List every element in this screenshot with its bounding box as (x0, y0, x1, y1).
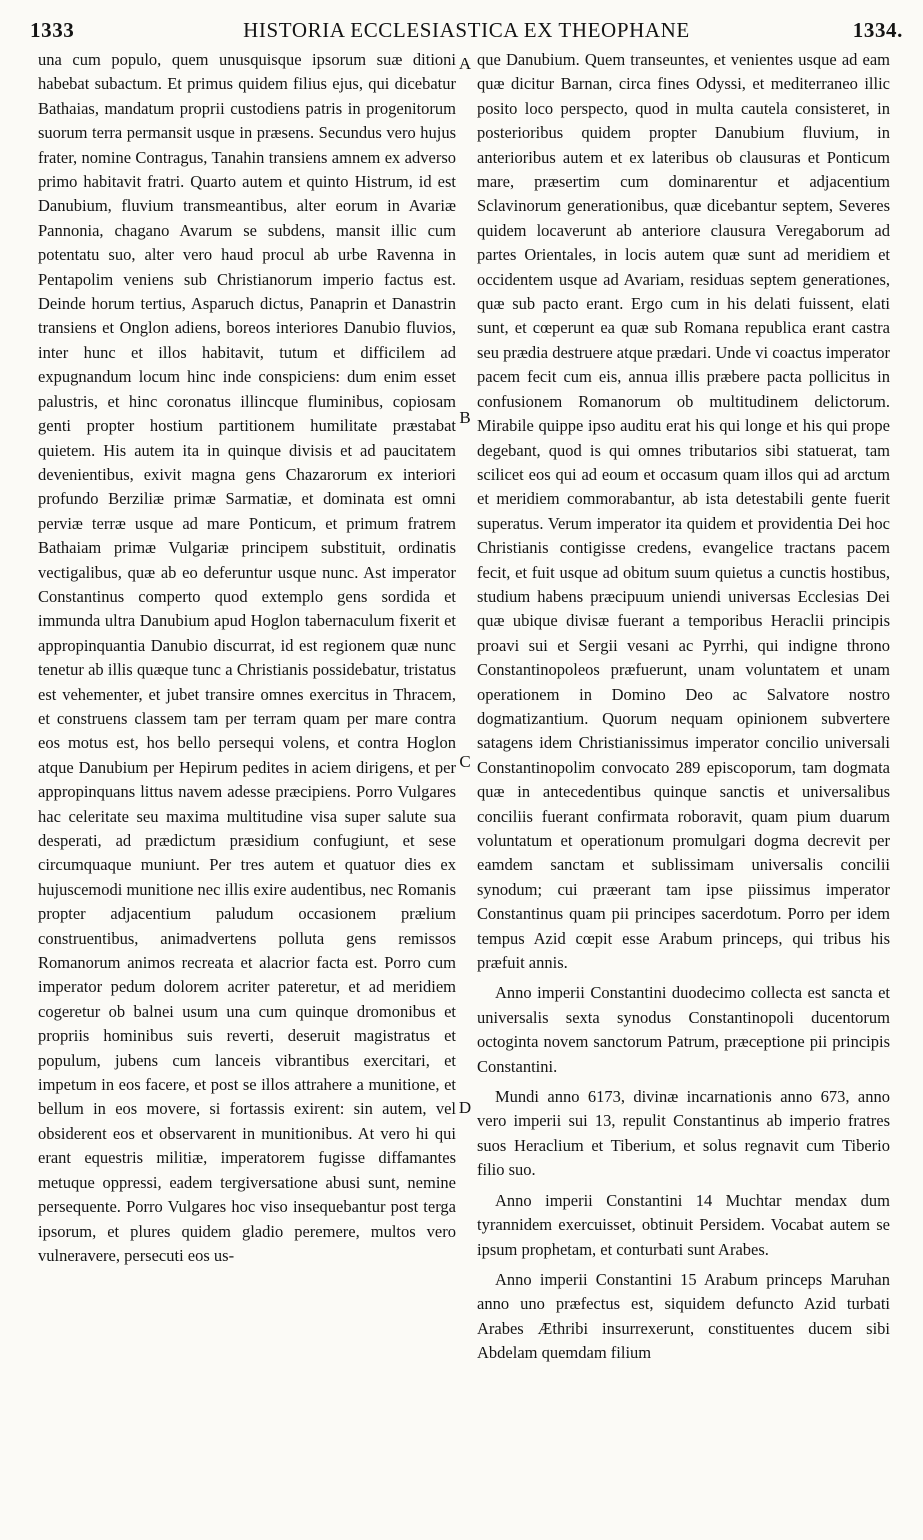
left-paragraph-1: una cum populo, quem unusquisque ipsorum suæ ditioni habebat subactum. Et primus quidem filius ejus, qui dicebatur Bathaias, mandatum proprii custodiens patris in progenitorum suorum terra permansit usque in præsens. Secundus vero hujus frater, nomine Contragus, Tanahin transiens amnem ex adverso primo habitavit fratri. Quarto autem et quinto Histrum, id est Danubium, fluvium transmeantibus, alter eorum in Avariæ Pannonia, chagano Avarum se subdens, mansit illic cum potentatu suo, alter vero haud procul ab urbe Ravenna in Pentapolim veniens sub Christianorum imperio factus est. Deinde horum tertius, Asparuch dictus, Panaprin et Danastrin transiens et Onglon adiens, boreos interiores Danubio fluvios, inter hunc et illos habitavit, tutum et difficilem ad expugnandum locum hinc inde conspiciens: dum enim esset palustris, et hinc coronatus illincque fluminibus, copiosam genti propter hostium partitionem humilitate præstabat quietem. His autem ita in quinque divisis et ad paucitatem devenientibus, exivit magna gens Chazarorum ex interiori profundo Berziliæ primæ Sarmatiæ, et dominata est omni perviæ terræ usque ad mare Ponticum, et primum fratrem Bathaiam primæ Vulgariæ principem substituit, ordinatis vectigalibus, quæ ab eo deferuntur usque nunc. Ast imperator Constantinus comperto quod extemplo gens sordida et immunda ultra Danubium apud Hoglon tabernaculum fixerit et appropinquantia Danubio discurrat, id est regionem quæ nunc tenetur ab illis quæque tunc a Christianis possidebatur, tristatus est vehementer, et jubet transire omnes exercitus in Thracem, et construens classem tam per terram quam per mare contra eos motus est, hos bello persequi volens, et contra Hoglon atque Danubium per Hepirum pedites in aciem dirigens, et per appropinquans littus navem adesse præcipiens. Porro Vulgares hac celeritate seu maxima multitudine visa super salute sua desperati, ad prædictum præsidium confugiunt, et sese circumquaque muniunt. Per tres autem et quatuor dies ex hujuscemodi munitione nec illis exire audentibus, nec Romanis propter adjacentium paludum occasionem prælium construentibus, animadvertens polluta gens remissos Romanorum animos recreata et alacrior facta est. Porro cum imperator pedum dolorem acriter pateretur, et ad meridiem cogeretur ob balnei usum una cum quinque dromonibus et propriis hominibus suis reverti, deseruit magistratus et populum, jubens cum lanceis vibrantibus exercitari, et impetum in eos facere, et post se illos attrahere a munitione, et bellum in eos movere, si fortassis exirent: sin autem, vel obsiderent eos et observarent in munitionibus. At vero hi qui erant equestris militiæ, imperatorem fugisse diffamantes metuque oppressi, eadem tergiversatione abusi sunt, nemine persequente. Porro Vulgares hoc viso insequebantur post terga ipsorum, et plures quidem gladio peremere, multos vero vulneravere, persecuti eos us- (38, 50, 456, 1265)
right-paragraph-3: Mundi anno 6173, divinæ incarnationis anno 673, anno vero imperii sui 13, repulit Constantinus ab imperio fratres suos Heraclium et Tiberium, et solus regnavit cum Tiberio filio suo. (477, 1087, 890, 1180)
right-paragraph-1: que Danubium. Quem transeuntes, et venientes usque ad eam quæ dicitur Barnan, circa fines Odyssi, et mediterraneo illic posito loco perspecto, quod in multa cautela consisteret, in posterioribus quidem propter Danubium fluvium, in anterioribus autem et ex lateribus ob clausuras et Ponticum mare, præsertim cum dominarentur et adjacentium Sclavinorum generationibus, quæ dicebantur septem, Severes quidem locaverunt ab anteriore clausura Veregaborum ad partes Orientales, in locis autem quæ sunt ad meridiem et occidentem usque ad Avariam, residuas septem generationes, quæ sub pacto erant. Ergo cum in his delati fuissent, elati sunt, et cœperunt ea quæ sub Romana republica erant castra seu prædia destruere atque prædari. Unde vi coactus imperator pacem fecit cum eis, annua illis præbere pacta pollicitus in confusionem Romanorum ob multitudinem delictorum. Mirabile quippe ipso auditu erat his qui longe et his qui prope degebant, quod is qui omnes tributarios sibi statuerat, tam scilicet eos qui ad eoum et occasum quam illos qui ad arctum et meridiem commorabantur, ab ista detestabili gente fuerit superatus. Verum imperator ita quidem et providentia Dei hoc Christianis contigisse credens, evangelice tractans pacem fecit, et fuit usque ad obitum suum quietus a cunctis hostibus, studium habens præcipuum uniendi universas Ecclesias Dei quæ ubique divisæ fuerant a temporibus Heraclii principis proavi sui et Sergii vesani ac Pyrrhi, qui indigne throno Constantinopoleos præfuerunt, unam voluntatem et unam operationem in Domino Deo ac Salvatore nostro dogmatizantium. Quorum nequam opinionem subvertere satagens idem Christianissimus imperator concilio universali Constantinopolim convocato 289 episcoporum, tam dogmata quæ in antecedentibus quinque sanctis et universalibus conciliis fuerant confirmata roboravit, quam pium duarum voluntatum et operationum promulgari dogma decrevit per eamdem sanctam et sublissimam universalis concilii synodum; cui præerant tam ipse piissimus imperator Constantinus quam pii principes sacerdotum. Porro per idem tempus Azid cœpit esse Arabum princeps, qui tribus his præfuit annis. (477, 50, 890, 973)
margin-marker-c: C (459, 752, 471, 771)
page-number-right: 1334. (852, 18, 903, 42)
margin-marker-a: A (458, 54, 472, 73)
page-number-left: 1333 (30, 18, 75, 42)
left-column (38, 48, 456, 1518)
right-paragraph-4: Anno imperii Constantini 14 Muchtar mendax dum tyrannidem exercuisset, obtinuit Persidem. Vocabat autem se ipsum prophetam, et conturbati sunt Arabes. (477, 1190, 890, 1259)
margin-marker-b: B (459, 408, 471, 427)
right-paragraph-2: Anno imperii Constantini duodecimo collecta est sancta et universalis sexta synodus Constantinopoli ducentorum octoginta novem sanctorum Patrum, præceptione pii principis Constantini. (477, 983, 890, 1076)
running-title: HISTORIA ECCLESIASTICA EX THEOPHANE (243, 18, 690, 42)
margin-marker-d: D (458, 1098, 472, 1117)
running-header (30, 18, 903, 48)
right-column (477, 48, 890, 1518)
right-paragraph-5: Anno imperii Constantini 15 Arabum princeps Maruhan anno uno præfectus est, siquidem defuncto Azid turbati Arabes Æthribi insurrexerunt, constituentes ducem sibi Abdelam quemdam filium (477, 1269, 890, 1363)
